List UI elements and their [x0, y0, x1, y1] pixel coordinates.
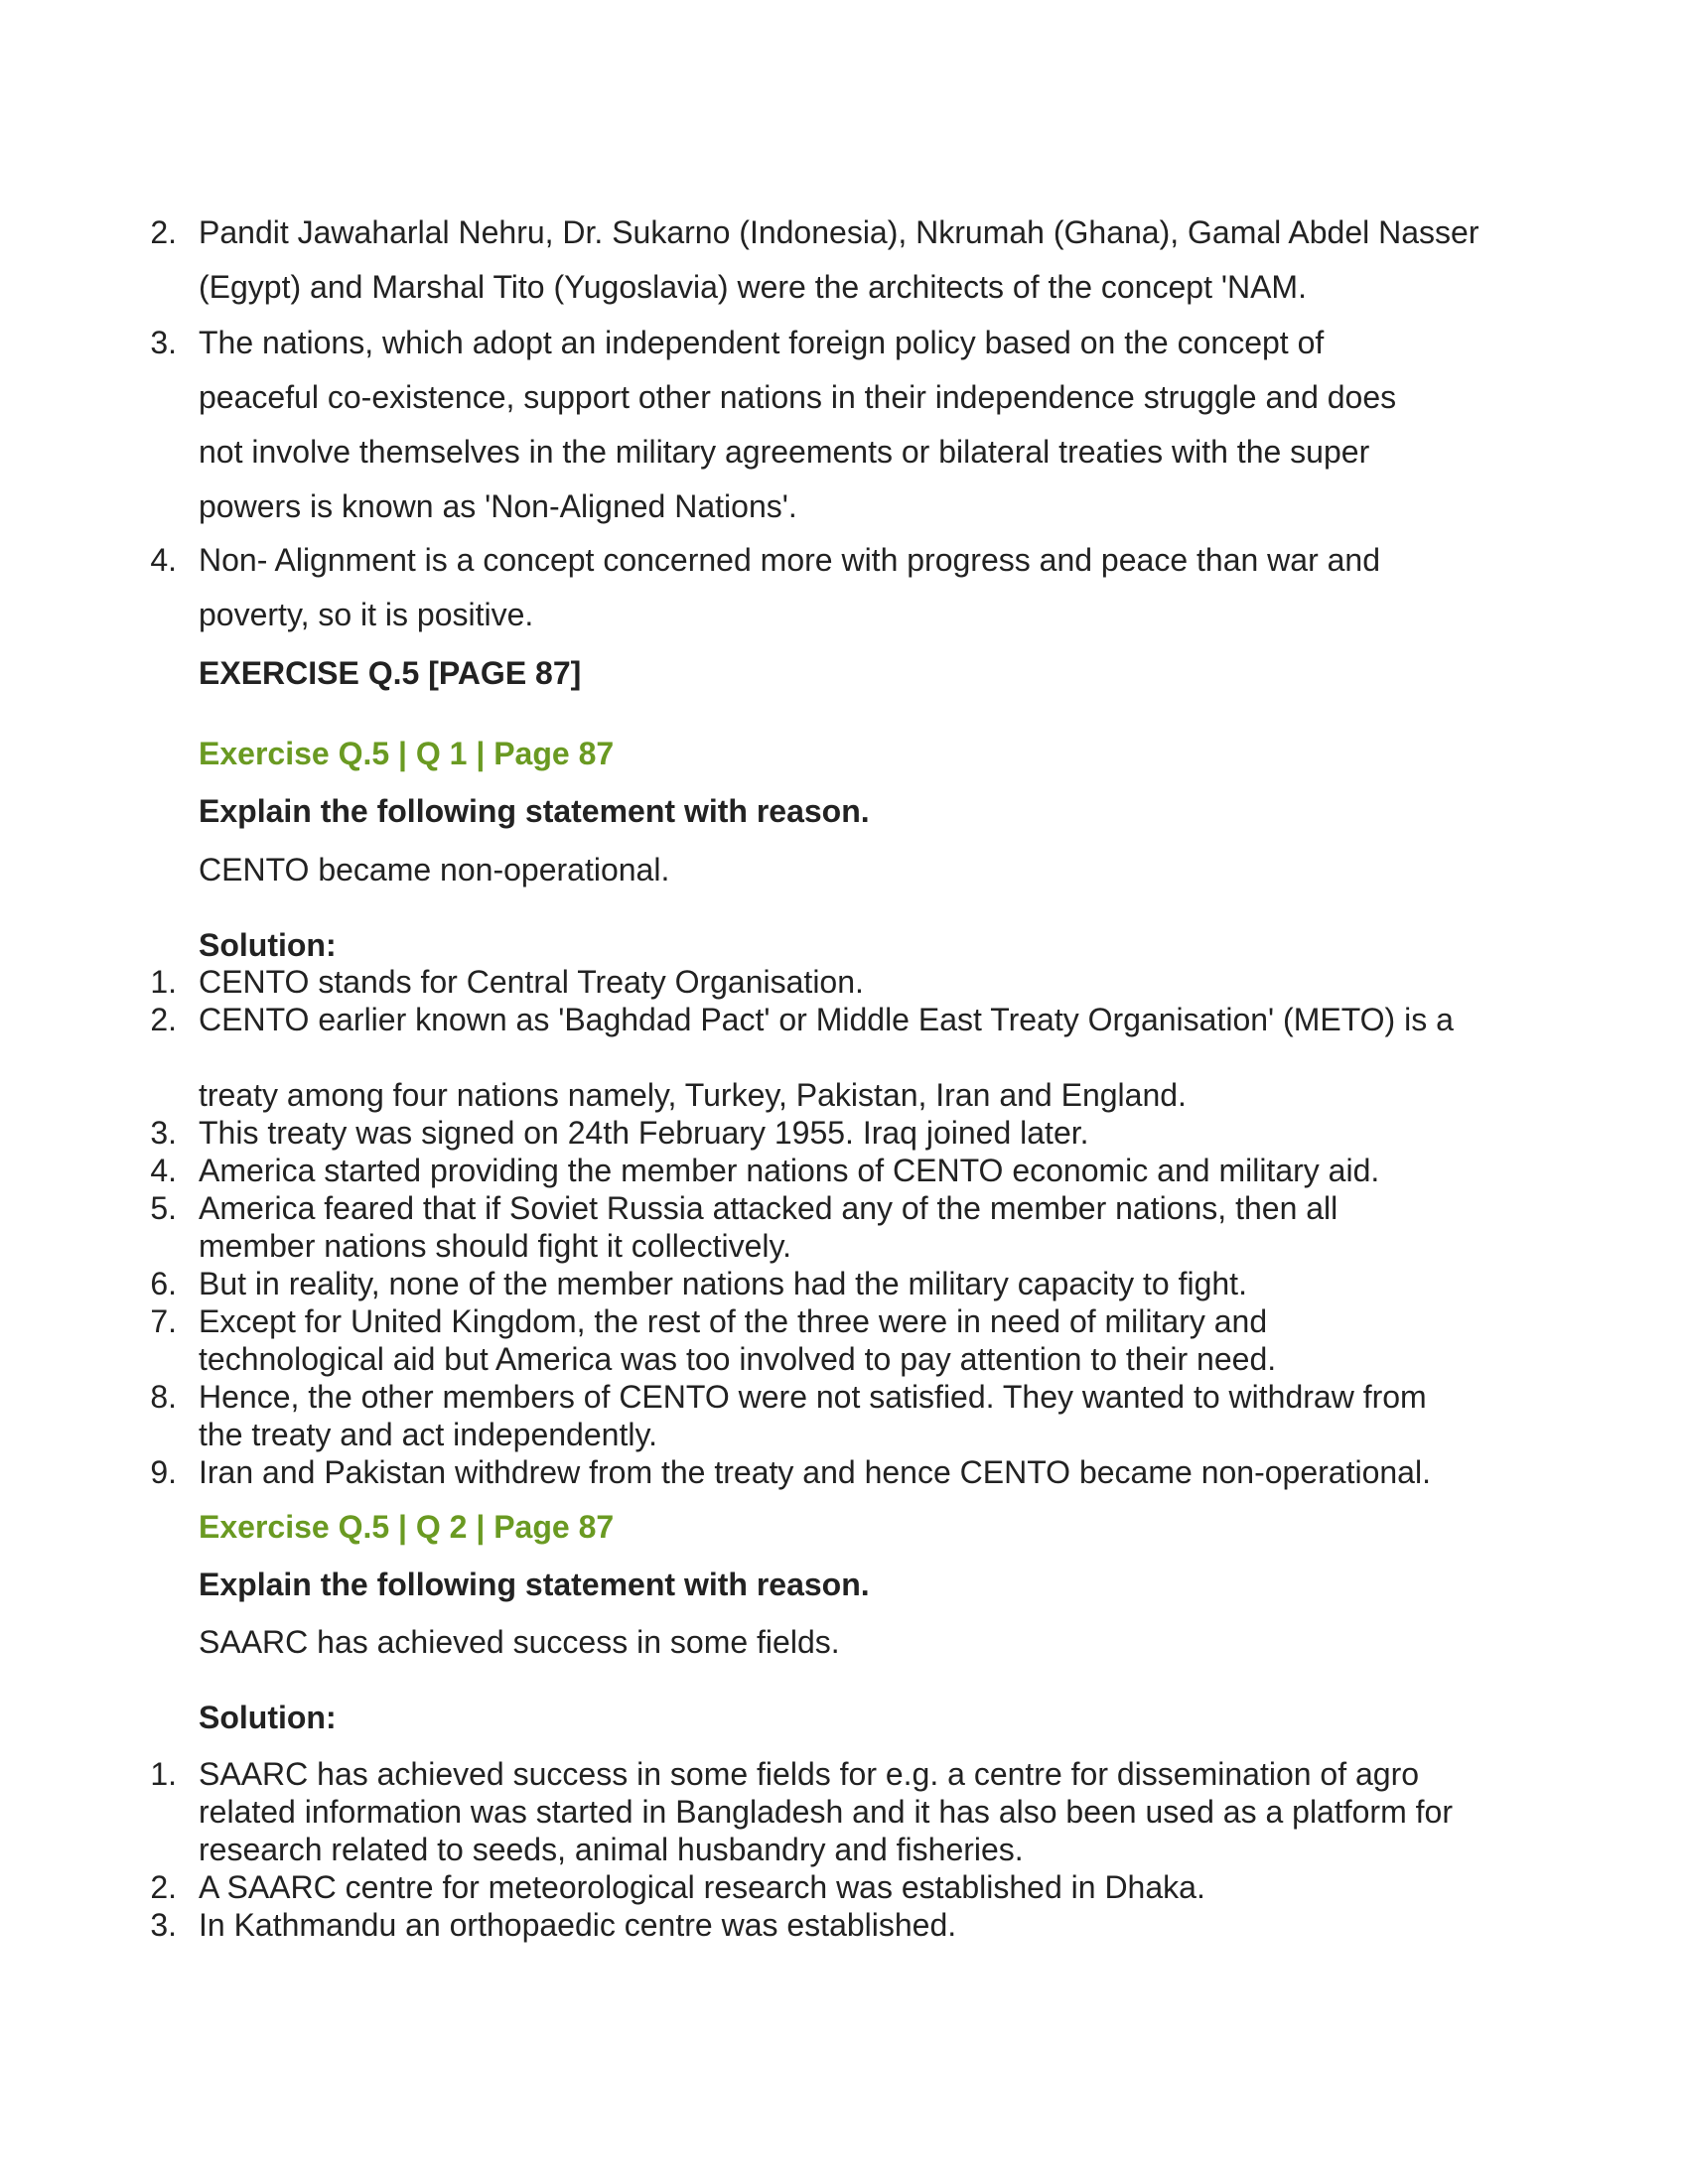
point-text: This treaty was signed on 24th February 1955. Iraq joined later. — [199, 1115, 1089, 1151]
point-text: A SAARC centre for meteorological research was established in Dhaka. — [199, 1869, 1205, 1905]
point-text: treaty among four nations namely, Turkey, Pakistan, Iran and England. — [199, 1077, 1187, 1113]
list-number: 4. — [150, 542, 177, 578]
solution-label: Solution: — [199, 927, 337, 963]
point-number: 2. — [150, 1869, 177, 1905]
solution-label: Solution: — [199, 1700, 337, 1735]
point-text: Hence, the other members of CENTO were not satisfied. They wanted to withdraw from the treaty and act independently. — [199, 1379, 1427, 1452]
list-text: Non- Alignment is a concept concerned more with progress and peace than war and poverty, so it is positive. — [199, 542, 1381, 632]
point-number: 6. — [150, 1266, 177, 1301]
point-number: 2. — [150, 1002, 177, 1037]
question-label: Exercise Q.5 | Q 2 | Page 87 — [199, 1509, 615, 1545]
point-number: 5. — [150, 1190, 177, 1226]
point-number: 7. — [150, 1303, 177, 1339]
point-text: In Kathmandu an orthopaedic centre was established. — [199, 1907, 957, 1943]
point-number: 1. — [150, 964, 177, 1000]
point-text: Except for United Kingdom, the rest of the three were in need of military and technological aid but America was too involved to pay attention to their need. — [199, 1303, 1277, 1377]
exercise-heading: EXERCISE Q.5 [PAGE 87] — [199, 655, 582, 691]
point-number: 8. — [150, 1379, 177, 1415]
point-text: Iran and Pakistan withdrew from the treaty and hence CENTO became non-operational. — [199, 1454, 1431, 1490]
point-text: America feared that if Soviet Russia attacked any of the member nations, then all member nations should fight it collectively. — [199, 1190, 1338, 1264]
question-statement: CENTO became non-operational. — [199, 852, 670, 887]
point-number: 3. — [150, 1907, 177, 1943]
list-text: Pandit Jawaharlal Nehru, Dr. Sukarno (Indonesia), Nkrumah (Ghana), Gamal Abdel Nasser (Egypt) and Marshal Tito (Yugoslavia) were the architects of the concept 'NAM. — [199, 214, 1479, 305]
list-number: 2. — [150, 214, 177, 250]
question-label: Exercise Q.5 | Q 1 | Page 87 — [199, 736, 615, 771]
point-text: But in reality, none of the member nations had the military capacity to fight. — [199, 1266, 1247, 1301]
question-instruction: Explain the following statement with reason. — [199, 793, 870, 829]
point-text: SAARC has achieved success in some fields for e.g. a centre for dissemination of agro related information was started in Bangladesh and it has also been used as a platform for research related to seeds, animal husbandry and fisheries. — [199, 1756, 1453, 1867]
point-text: America started providing the member nations of CENTO economic and military aid. — [199, 1153, 1380, 1188]
question-statement: SAARC has achieved success in some fields. — [199, 1624, 840, 1660]
point-number: 1. — [150, 1756, 177, 1792]
question-instruction: Explain the following statement with reason. — [199, 1567, 870, 1602]
point-text: CENTO stands for Central Treaty Organisation. — [199, 964, 864, 1000]
point-number: 9. — [150, 1454, 177, 1490]
point-number: 4. — [150, 1153, 177, 1188]
point-number: 3. — [150, 1115, 177, 1151]
point-text: CENTO earlier known as 'Baghdad Pact' or Middle East Treaty Organisation' (METO) is a — [199, 1002, 1454, 1037]
list-text: The nations, which adopt an independent foreign policy based on the concept of peaceful co-existence, support other nations in their independence struggle and does not involve themselves in the military agreements or bilateral treaties with the super powers is known as 'Non-Aligned Nations'. — [199, 325, 1397, 524]
list-number: 3. — [150, 325, 177, 360]
